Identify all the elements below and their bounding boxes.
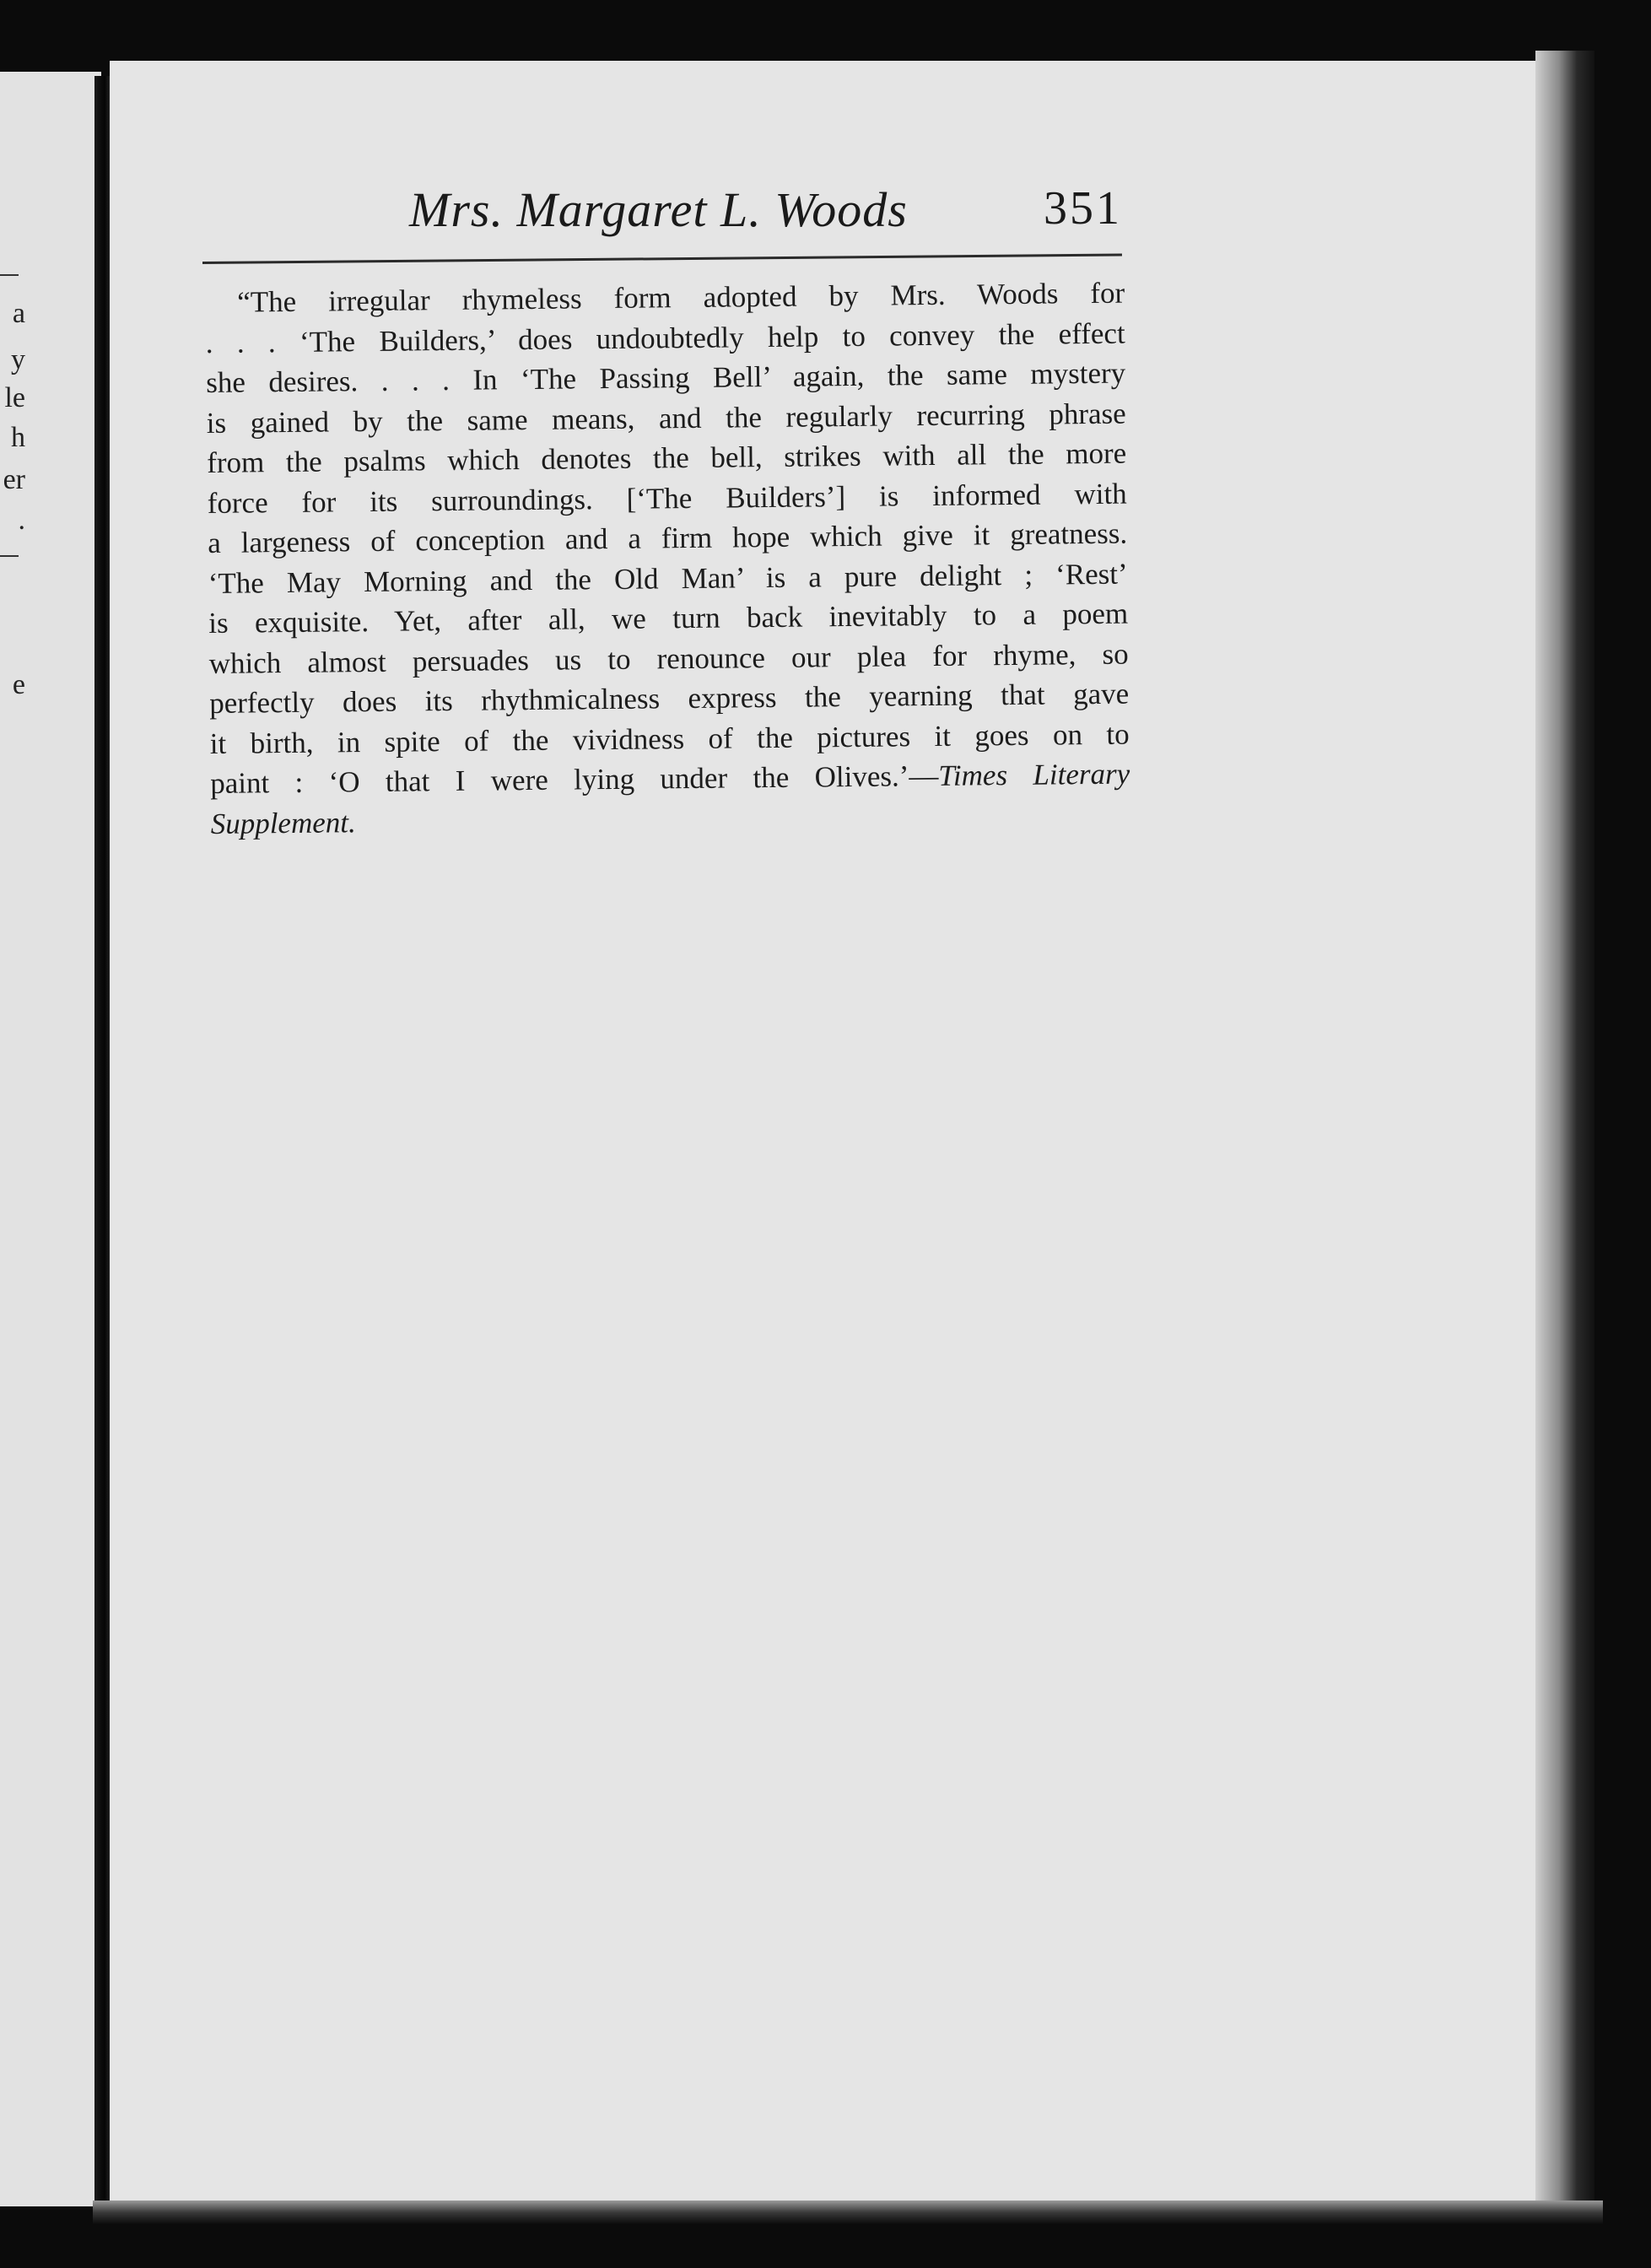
text-line: . . . ‘The Builders,’ does undoubtedly help to convey the effect xyxy=(205,316,1125,359)
page-bottom-edge xyxy=(93,2200,1603,2224)
book-gutter xyxy=(94,76,111,2202)
left-page-fragment: le xyxy=(4,382,25,413)
left-page-fragment: e xyxy=(12,669,25,700)
text-line-part: paint : ‘O that I were lying under the Olives.’— xyxy=(210,759,939,800)
text-line: is gained by the same means, and the regularly recurring phrase xyxy=(206,397,1126,440)
source-citation: Times Literary xyxy=(938,757,1130,792)
left-page-fragment: . xyxy=(18,505,25,536)
left-page-fragment: a xyxy=(12,298,25,329)
running-head xyxy=(202,181,1122,240)
running-head-title: Mrs. Margaret L. Woods xyxy=(409,182,908,237)
text-line: it birth, in spite of the vividness of the pictures it goes on to xyxy=(209,717,1130,760)
text-line: force for its surroundings. [‘The Builders’] is informed with xyxy=(207,477,1127,520)
text-line: a largeness of conception and a firm hope which give it greatness. xyxy=(208,516,1128,559)
text-line: perfectly does its rhythmicalness express the yearning that gave xyxy=(209,677,1130,720)
text-line: is exquisite. Yet, after all, we turn back inevitably to a poem xyxy=(208,597,1129,640)
text-line: which almost persuades us to renounce our plea for rhyme, so xyxy=(208,637,1129,680)
left-page-fragment: er xyxy=(3,464,25,495)
page-number: 351 xyxy=(1044,182,1122,235)
left-page-rule xyxy=(0,274,19,276)
quotation-paragraph xyxy=(205,273,1130,844)
source-citation-continued: Supplement. xyxy=(210,805,356,840)
text-line: she desires. . . . In ‘The Passing Bell’ again, the same mystery xyxy=(206,356,1126,399)
left-page-fragment: h xyxy=(11,422,25,453)
text-line: “The irregular rhymeless form adopted by Mrs. Woods for xyxy=(237,276,1125,319)
left-page-rule xyxy=(0,555,19,557)
left-page-fragment: y xyxy=(11,344,25,375)
text-line: from the psalms which denotes the bell, strikes with all the more xyxy=(207,436,1127,479)
page-right-edge xyxy=(1535,51,1594,2219)
text-line: ‘The May Morning and the Old Man’ is a pure delight ; ‘Rest’ xyxy=(208,557,1128,600)
